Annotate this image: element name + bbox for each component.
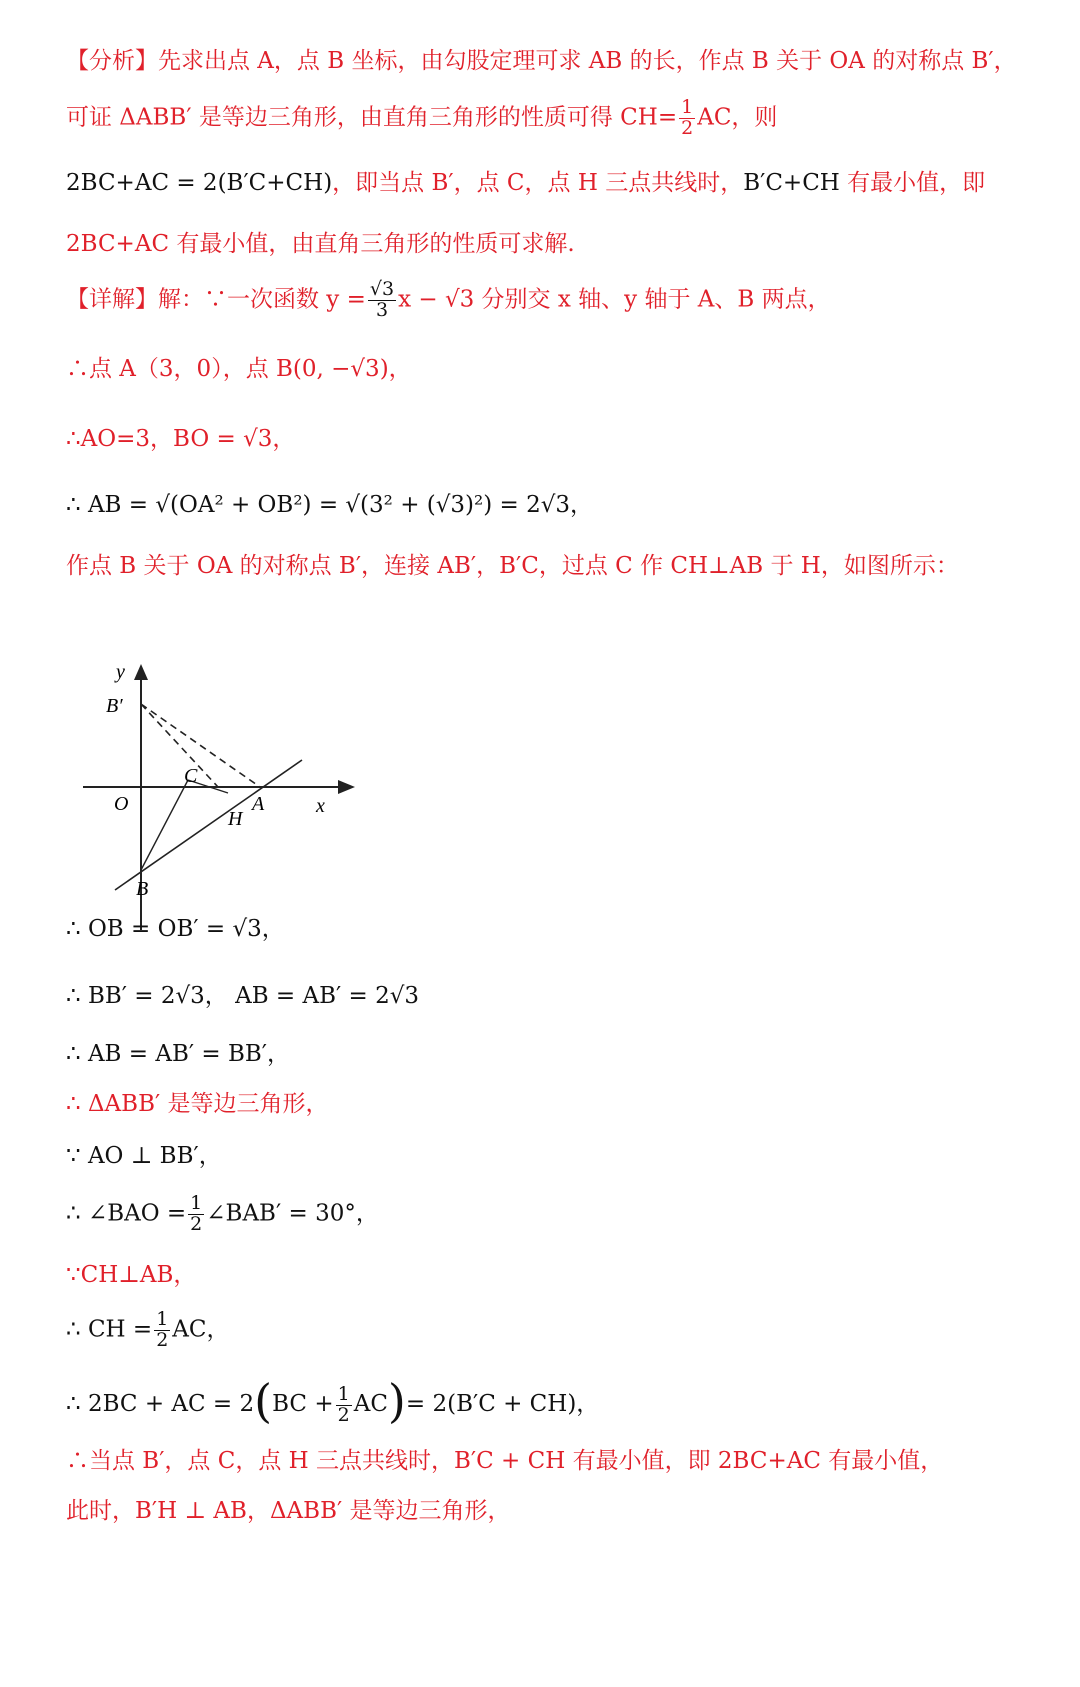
analysis-math-3b: B′C+CH	[743, 170, 840, 196]
label-A: A	[252, 793, 265, 815]
x-axis-arrow-icon	[338, 780, 355, 794]
segment-BpA-dashed	[141, 704, 260, 787]
detail-text-11a: ∴ ∠BAO =	[66, 1200, 187, 1227]
analysis-line-2	[66, 98, 777, 139]
fraction-half	[336, 1382, 352, 1426]
frac-num: 1	[681, 96, 694, 118]
analysis-tag: 【分析】	[66, 48, 158, 74]
detail-line-3	[66, 428, 295, 451]
detail-text-10: ∵ AO ⊥ BB′，	[66, 1143, 222, 1169]
detail-text-7: ∴ BB′ = 2√3， AB = AB′ = 2√3	[66, 983, 420, 1009]
analysis-text-4: 2BC+AC 有最小值，由直角三角形的性质可求解.	[66, 231, 575, 257]
fraction-half	[188, 1194, 204, 1235]
geometry-figure	[70, 660, 370, 940]
detail-line-4	[66, 494, 593, 517]
label-C: C	[184, 765, 198, 787]
detail-text-5: 作点 B 关于 OA 的对称点 B′，连接 AB′，B′C，过点 C 作 CH⊥AB 于 H，如图所示：	[66, 553, 959, 579]
frac-num: 1	[337, 1382, 350, 1405]
analysis-text-2a: 可证 ΔABB′ 是等边三角形，由直角三角形的性质可得 CH=	[66, 104, 678, 131]
label-y: y	[116, 661, 125, 683]
detail-text-14b: BC +	[272, 1391, 334, 1417]
detail-line-7	[66, 985, 419, 1008]
analysis-text-1: 先求出点 A，点 B 坐标，由勾股定理可求 AB 的长，作点 B 关于 OA 的对称点 B′，	[158, 48, 1017, 74]
detail-text-4: ∴ AB = √(OA² + OB²) = √(3² + (√3)²) = 2√3，	[66, 492, 594, 518]
y-axis-arrow-icon	[134, 664, 148, 680]
detail-line-13	[66, 1310, 230, 1351]
detail-line-11	[66, 1194, 379, 1235]
detail-line-1	[66, 280, 831, 321]
detail-line-2	[66, 358, 412, 381]
frac-num: 1	[156, 1308, 169, 1330]
detail-line-6	[66, 918, 285, 941]
detail-text-16: 此时，B′H ⊥ AB，ΔABB′ 是等边三角形，	[66, 1498, 511, 1524]
detail-tag: 【详解】	[66, 286, 158, 313]
detail-text-1b: x − √3 分别交 x 轴、y 轴于 A、B 两点，	[398, 286, 831, 313]
detail-line-5	[66, 555, 959, 578]
detail-line-12	[66, 1264, 196, 1287]
detail-text-14d: = 2(B′C + CH)，	[405, 1391, 600, 1417]
frac-den: 2	[190, 1212, 203, 1235]
analysis-line-1	[66, 50, 1017, 73]
line-AB	[115, 760, 302, 890]
analysis-text-3: ，即当点 B′，点 C，点 H 三点共线时，	[332, 170, 744, 196]
label-H: H	[228, 808, 243, 830]
detail-text-12: ∵CH⊥AB，	[66, 1262, 197, 1288]
analysis-math-3: 2BC+AC = 2(B′C+CH)	[66, 170, 333, 196]
fraction-half	[154, 1310, 170, 1351]
analysis-text-3b: 有最小值，即	[839, 170, 986, 196]
fraction-sqrt3-over-3	[368, 280, 396, 321]
detail-text-14a: ∴ 2BC + AC = 2	[66, 1391, 255, 1417]
label-B: B	[136, 878, 149, 900]
detail-text-6: ∴ OB = OB′ = √3，	[66, 916, 285, 942]
analysis-line-4	[66, 233, 575, 256]
frac-den: 2	[337, 1403, 350, 1426]
label-O: O	[114, 793, 129, 815]
detail-text-3: ∴AO=3，BO = √3，	[66, 426, 296, 452]
frac-num: 1	[190, 1192, 203, 1214]
frac-den: 2	[681, 116, 694, 139]
frac-den: 2	[156, 1328, 169, 1351]
detail-line-8	[66, 1043, 290, 1066]
detail-text-15: ∴当点 B′，点 C，点 H 三点共线时，B′C + CH 有最小值，即 2BC+AC 有最小值，	[66, 1448, 944, 1474]
detail-text-8: ∴ AB = AB′ = BB′，	[66, 1041, 291, 1067]
detail-text-1a: 解：∵一次函数 y =	[158, 286, 366, 313]
detail-line-15	[66, 1450, 943, 1473]
detail-text-13a: ∴ CH =	[66, 1316, 153, 1343]
frac-num: √3	[369, 278, 395, 300]
detail-line-16	[66, 1500, 511, 1523]
paren-open: (	[254, 1374, 273, 1428]
detail-line-9	[66, 1093, 329, 1116]
detail-text-13b: AC，	[172, 1316, 230, 1343]
detail-text-11b: ∠BAB′ = 30°，	[206, 1200, 379, 1227]
analysis-text-2b: AC，则	[697, 104, 778, 131]
analysis-line-3	[66, 172, 985, 195]
label-B-prime: B′	[106, 695, 123, 717]
frac-den: 3	[375, 298, 389, 321]
paren-close: )	[387, 1374, 406, 1428]
segment-BpC-dashed	[141, 704, 218, 787]
detail-text-14c: AC	[353, 1391, 388, 1417]
detail-text-9: ∴ ΔABB′ 是等边三角形，	[66, 1091, 329, 1117]
detail-text-2: ∴点 A（3，0），点 B(0, −√3)，	[66, 356, 412, 382]
detail-line-14	[66, 1374, 600, 1428]
detail-line-10	[66, 1145, 222, 1168]
label-x: x	[316, 795, 325, 817]
fraction-half	[679, 98, 695, 139]
